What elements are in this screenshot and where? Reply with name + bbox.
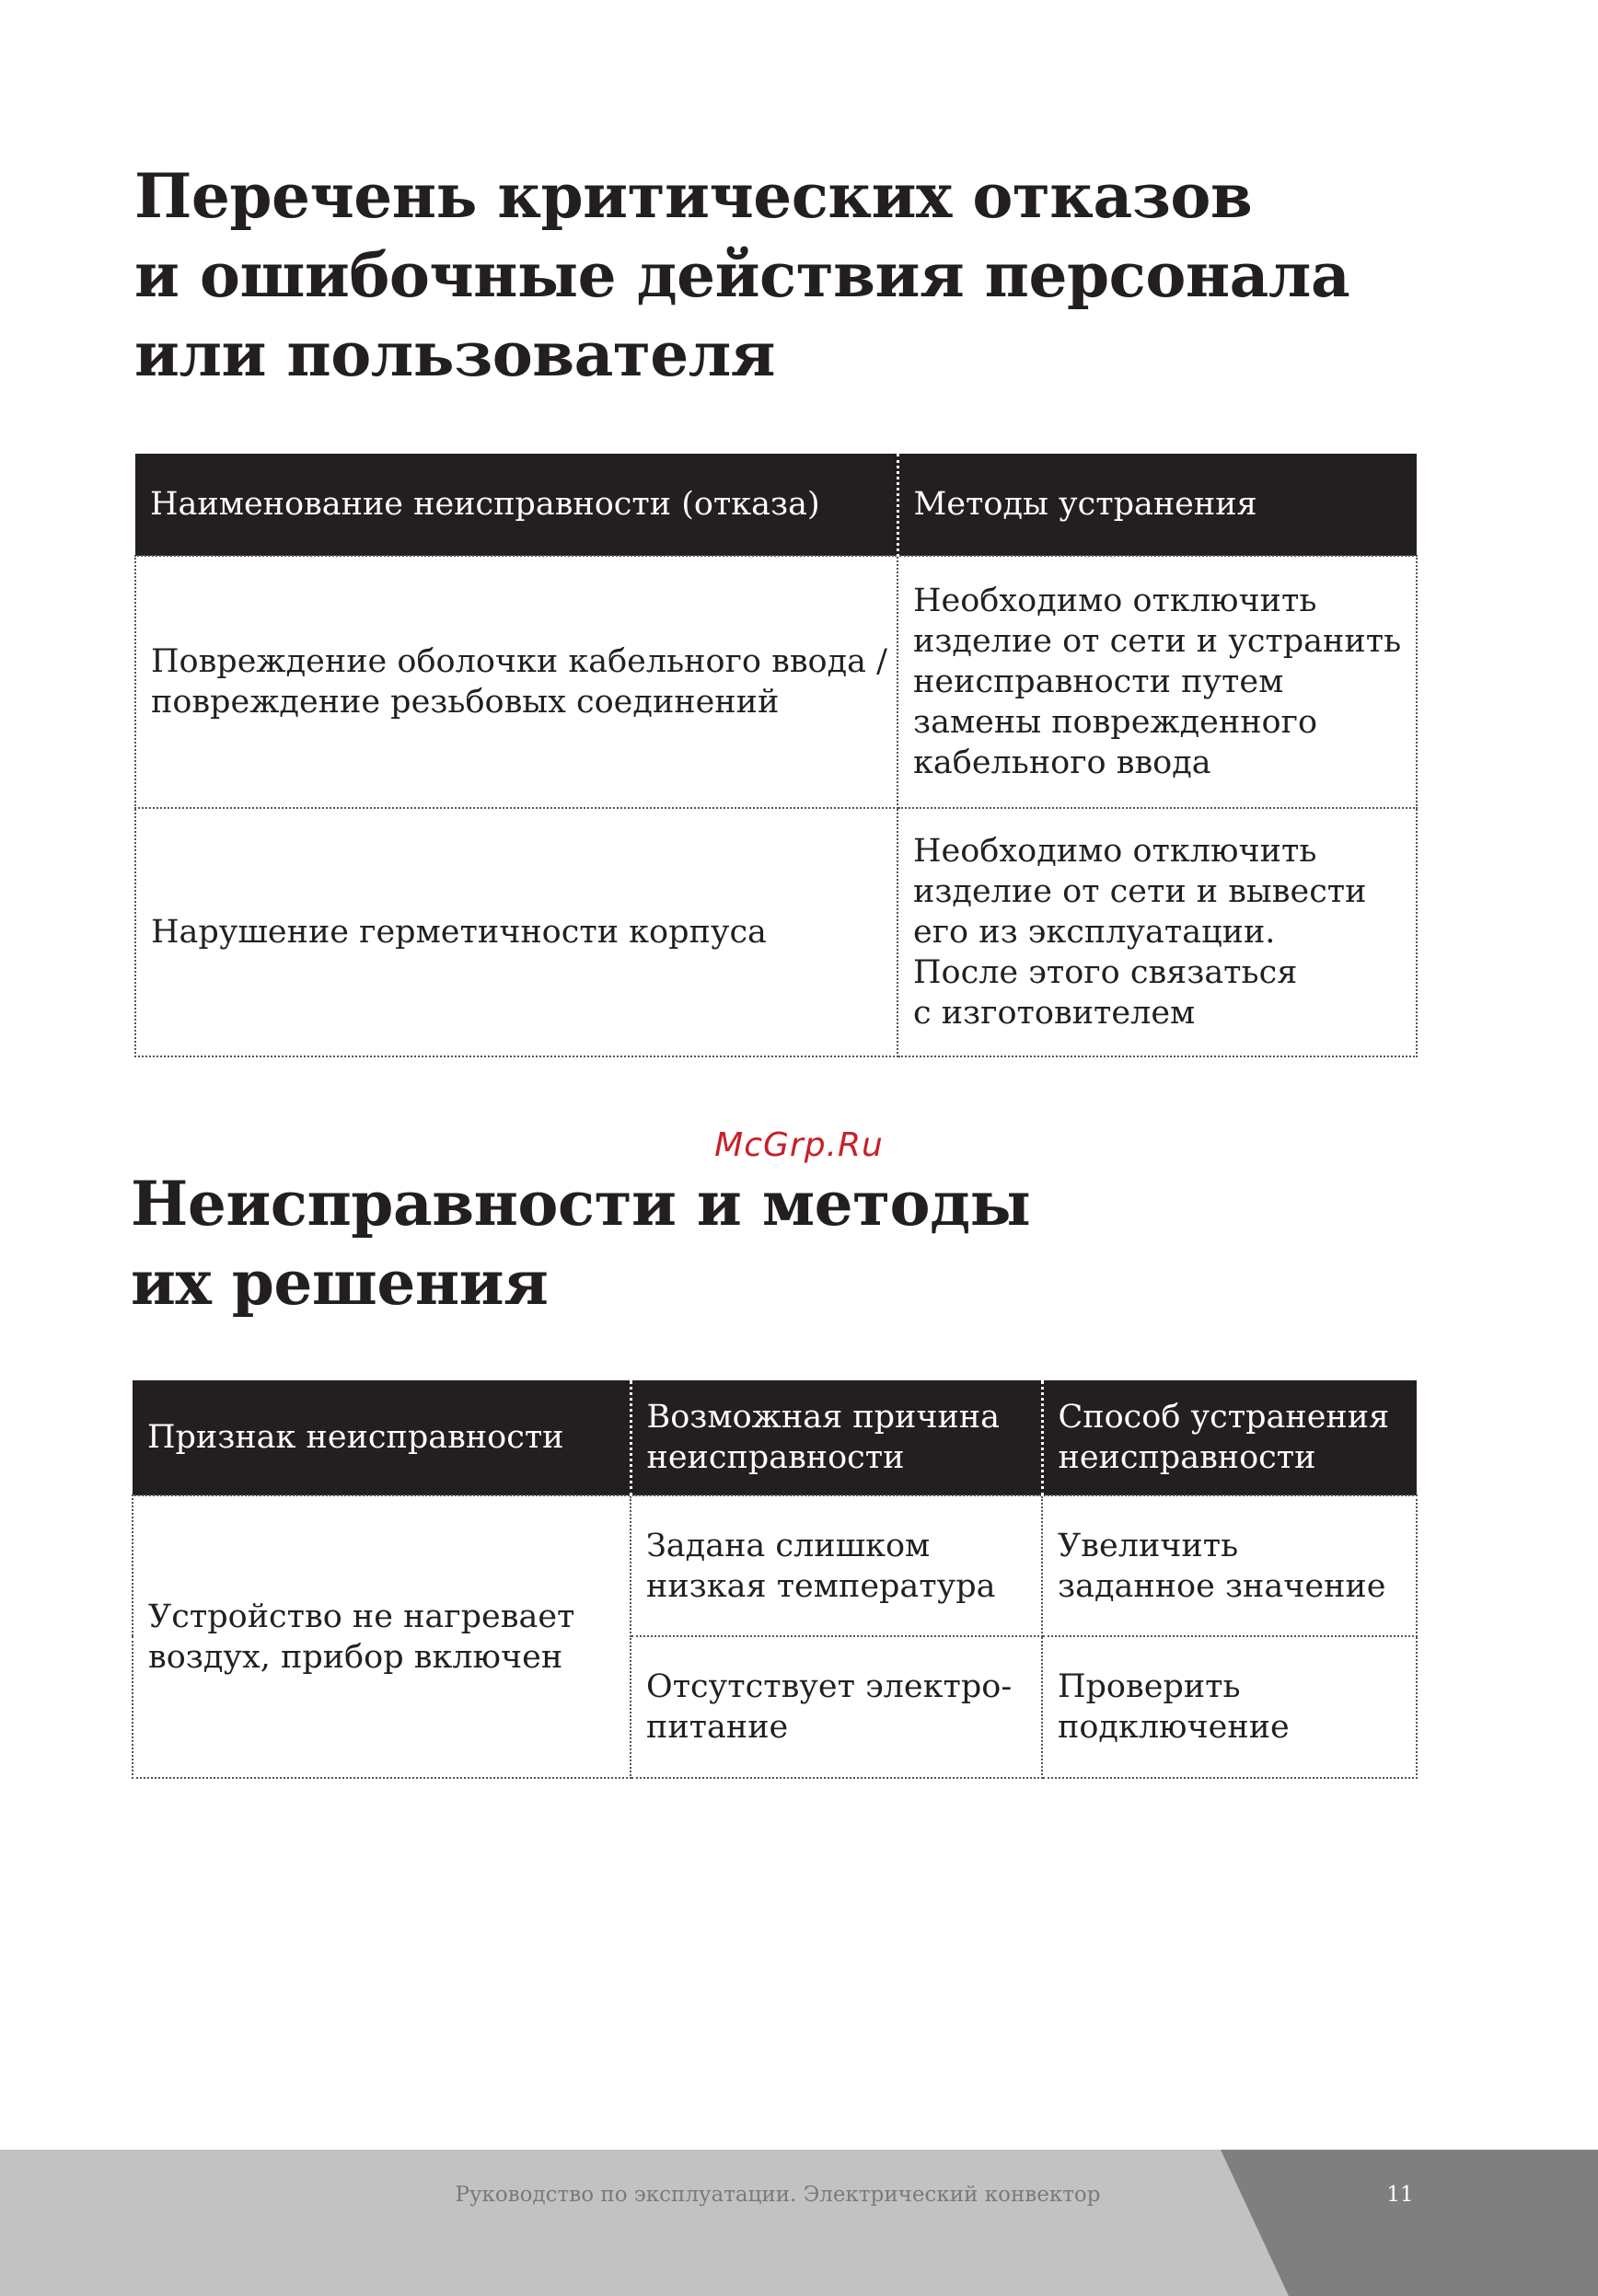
cell-line: После этого связаться — [913, 954, 1298, 991]
header-line: Признак неисправности — [147, 1419, 564, 1456]
cell-line: кабельного ввода — [913, 744, 1211, 781]
table-row — [135, 556, 1417, 808]
header-line: Возможная причина — [646, 1399, 1000, 1436]
cell-line: низкая температура — [646, 1567, 996, 1605]
table-header-row — [133, 1380, 1417, 1495]
cause-cell — [631, 1495, 1042, 1636]
cell-line: заданное значение — [1058, 1567, 1386, 1605]
cell-line: повреждение резьбовых соединений — [151, 684, 780, 721]
section-title-faults-solutions — [131, 1164, 1030, 1322]
header-line: неисправности — [1058, 1439, 1316, 1476]
cell-line: воздух, прибор включен — [148, 1638, 563, 1676]
column-header-cause — [631, 1380, 1042, 1495]
method-cell — [897, 556, 1417, 808]
title-line: и ошибочные действия персонала — [134, 239, 1350, 311]
cell-line: Задана слишком — [646, 1527, 931, 1564]
cell-line: с изготовителем — [913, 995, 1196, 1032]
cell-line: замены поврежденного — [913, 704, 1318, 741]
footer-document-title: Руководство по эксплуатации. Электрический конвектор — [455, 2183, 1101, 2207]
cell-line: Увеличить — [1058, 1527, 1239, 1564]
table-row — [133, 1495, 1417, 1636]
cell-line: неисправности путем — [913, 663, 1284, 700]
watermark: McGrp.Ru — [714, 1126, 884, 1164]
symptom-cell — [133, 1495, 631, 1778]
section-title-critical-failures — [134, 156, 1349, 394]
page-number: 11 — [1386, 2183, 1414, 2207]
cell-line: Необходимо отключить — [913, 583, 1317, 619]
cell-line: Устройство не нагревает — [148, 1598, 575, 1635]
column-header-methods: Методы устранения — [897, 454, 1417, 556]
table-header-row — [135, 454, 1417, 556]
fault-cell — [135, 808, 897, 1056]
remedy-cell — [1042, 1495, 1417, 1636]
column-header-fault-name: Наименование неисправности (отказа) — [135, 454, 897, 556]
title-line: Перечень критических отказов — [134, 160, 1253, 232]
cell-line: его из эксплуатации. — [913, 914, 1276, 951]
page-footer — [0, 2150, 1598, 2296]
cell-line: питание — [646, 1709, 789, 1746]
column-header-remedy — [1042, 1380, 1417, 1495]
cell-line: изделие от сети и устранить — [913, 623, 1402, 660]
table-row — [135, 808, 1417, 1056]
critical-failures-table — [134, 454, 1418, 1057]
fault-cell — [135, 556, 897, 808]
cell-line: Необходимо отключить — [913, 833, 1317, 870]
header-line: Способ устранения — [1058, 1399, 1390, 1436]
troubleshooting-table — [132, 1380, 1418, 1779]
cell-line: Нарушение герметичности корпуса — [151, 914, 767, 951]
cell-line: Проверить — [1058, 1668, 1241, 1705]
remedy-cell — [1042, 1636, 1417, 1778]
cause-cell — [631, 1636, 1042, 1778]
footer-dark-panel — [0, 2150, 1598, 2296]
title-line: их решения — [131, 1247, 549, 1319]
method-cell — [897, 808, 1417, 1056]
title-line: или пользователя — [134, 318, 776, 390]
cell-line: Отсутствует электро- — [646, 1668, 1013, 1705]
cell-line: подключение — [1058, 1709, 1290, 1746]
column-header-symptom — [133, 1380, 631, 1495]
title-line: Неисправности и методы — [131, 1168, 1031, 1240]
header-line: неисправности — [646, 1439, 905, 1476]
cell-line: Повреждение оболочки кабельного ввода / — [151, 643, 887, 680]
cell-line: изделие от сети и вывести — [913, 873, 1367, 910]
